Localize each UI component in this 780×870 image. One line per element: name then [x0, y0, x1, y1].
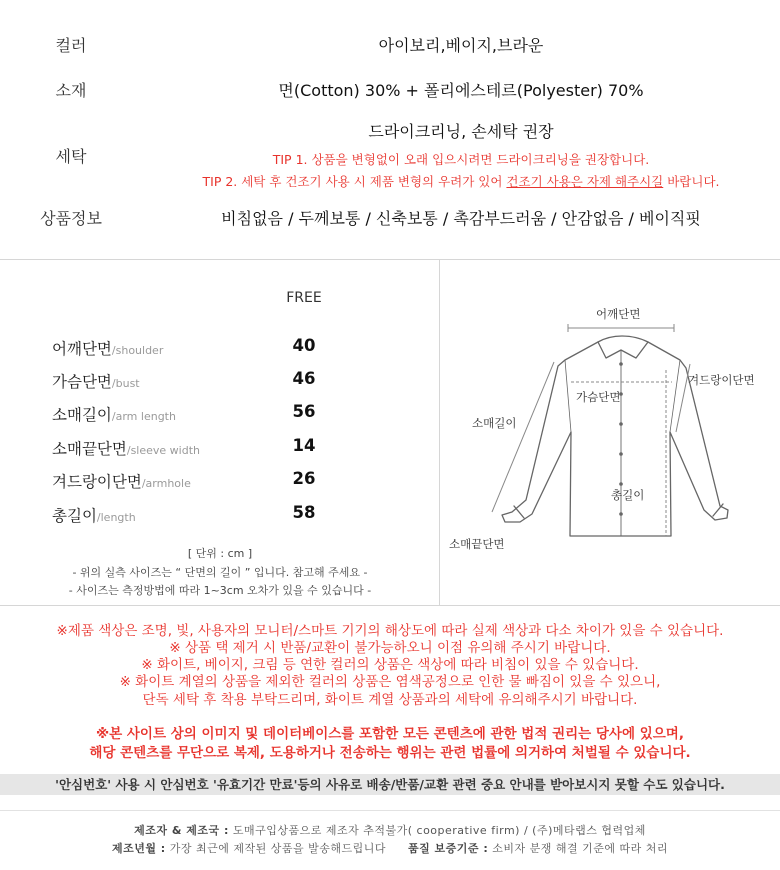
size-row-bust: 가슴단면/bust	[52, 373, 140, 391]
divider	[0, 810, 780, 811]
size-row-shoulder: 어깨단면/shoulder	[52, 340, 164, 358]
copyright-line-1: ※본 사이트 상의 이미지 및 데이터베이스를 포함한 모든 콘텐츠에 관한 법적 권리는 당사에 있으며,	[96, 726, 684, 742]
size-value-armhole: 26	[292, 469, 316, 488]
size-note-2: - 사이즈는 측정방법에 따라 1~3cm 오차가 있을 수 있습니다 -	[68, 584, 372, 597]
product-info-label: 상품정보	[40, 209, 102, 228]
size-row-armhole: 겨드랑이단면/armhole	[52, 473, 191, 491]
diagram-label-sleeve: 소매길이	[472, 416, 517, 430]
wash-value: 드라이크리닝, 손세탁 권장	[368, 122, 554, 141]
diagram-label-bust: 가슴단면	[576, 390, 621, 404]
divider	[0, 605, 780, 606]
diagram-label-shoulder: 어깨단면	[596, 307, 641, 321]
diagram-label-armhole: 겨드랑이단면	[688, 373, 755, 387]
size-row-arm: 소매길이/arm length	[52, 406, 176, 424]
size-value-sleeve: 14	[292, 436, 316, 455]
footer-date-warranty: 제조년월 : 가장 최근에 제작된 상품을 발송해드립니다 품질 보증기준 : 소비자 분쟁 해결 기준에 따라 처리	[111, 842, 669, 855]
warning-line-5: 단독 세탁 후 착용 부탁드리며, 화이트 계열 상품과의 세탁에 유의해주시기 바랍니다.	[142, 692, 638, 708]
notice-text: '안심번호' 사용 시 안심번호 '유효기간 만료'등의 사유로 배송/반품/교환 관련 중요 안내를 받아보시지 못할 수도 있습니다.	[55, 777, 725, 792]
notice-bar	[0, 774, 780, 795]
diagram-label-length: 총길이	[611, 488, 645, 502]
unit-note: [ 단위 : cm ]	[187, 547, 253, 560]
warning-line-4: ※ 화이트 계열의 상품을 제외한 컬러의 상품은 염색공정으로 인한 물 빠짐이 있을 수 있으니,	[119, 674, 661, 690]
product-info-value: 비침없음 / 두께보통 / 신축보통 / 촉감부드러움 / 안감없음 / 베이직핏	[221, 209, 701, 228]
warning-line-3: ※ 화이트, 베이지, 크림 등 연한 컬러의 상품은 색상에 따라 비침이 있을 수 있습니다.	[141, 657, 639, 673]
size-value-length: 58	[292, 503, 316, 522]
size-value-shoulder: 40	[292, 336, 316, 355]
wash-tip-2: TIP 2. 세탁 후 건조기 사용 시 제품 변형의 우려가 있어 건조기 사용은 자제 해주시길 바랍니다.	[202, 174, 720, 189]
size-value-arm: 56	[292, 402, 316, 421]
footer-maker: 제조자 & 제조국 : 도매구입상품으로 제조자 추적불가( cooperative firm) / (주)메타랩스 협력업체	[134, 824, 646, 837]
material-value: 면(Cotton) 30% + 폴리에스테르(Polyester) 70%	[278, 81, 644, 100]
diagram-label-cuff: 소매끝단면	[449, 537, 505, 551]
size-row-length: 총길이/length	[52, 507, 136, 525]
size-row-sleeve: 소매끝단면/sleeve width	[52, 440, 200, 458]
material-label: 소재	[55, 81, 87, 100]
color-label: 컬러	[55, 36, 87, 55]
size-value-bust: 46	[292, 369, 316, 388]
copyright-line-2: 해당 콘텐츠를 무단으로 복제, 도용하거나 전송하는 행위는 관련 법률에 의거하여 처벌될 수 있습니다.	[89, 745, 691, 761]
color-value: 아이보리,베이지,브라운	[378, 36, 544, 55]
wash-tip-1: TIP 1. 상품을 변형없이 오래 입으시려면 드라이크리닝을 권장합니다.	[272, 152, 650, 167]
wash-label: 세탁	[55, 147, 87, 166]
warning-line-1: ※제품 색상은 조명, 빛, 사용자의 모니터/스마트 기기의 해상도에 따라 실제 색상과 다소 차이가 있을 수 있습니다.	[56, 623, 724, 639]
warning-line-2: ※ 상품 택 제거 시 반품/교환이 불가능하오니 이점 유의해 주시기 바랍니다.	[169, 640, 611, 656]
size-header: FREE	[286, 290, 322, 306]
size-note-1: - 위의 실측 사이즈는 “ 단면의 길이 ” 입니다. 참고해 주세요 -	[72, 566, 368, 579]
